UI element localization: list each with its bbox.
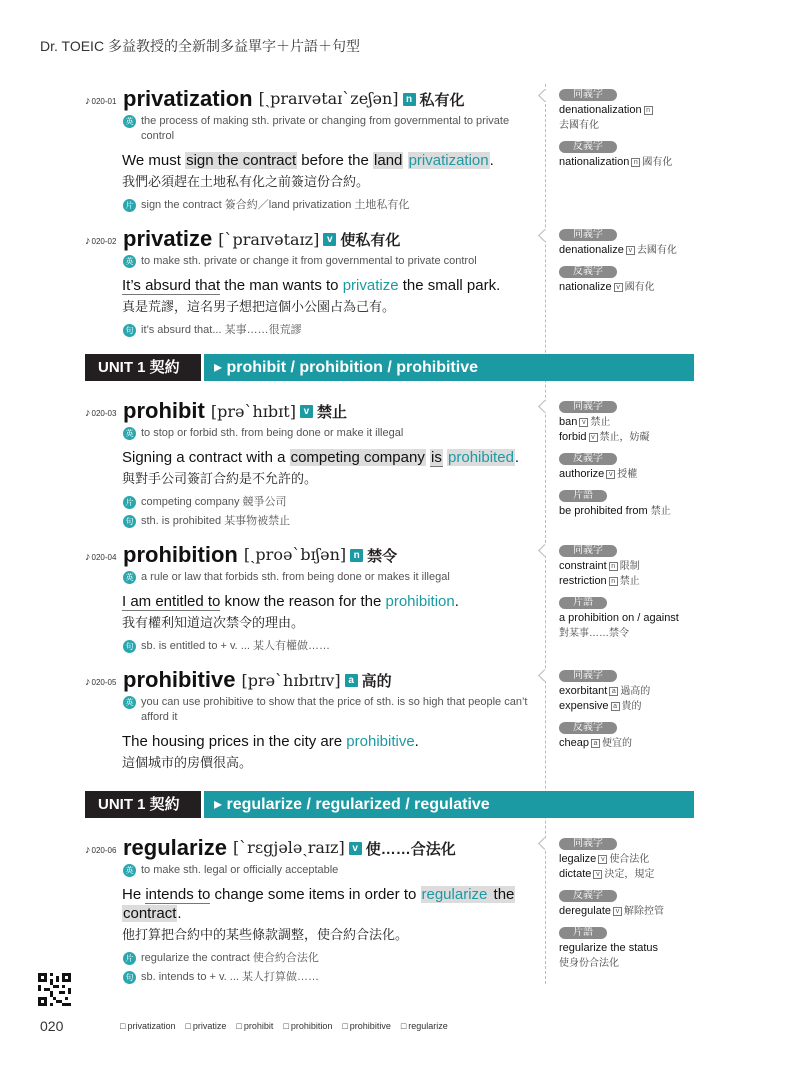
pattern-badge-icon: 句 <box>123 515 136 528</box>
pattern-note: it’s absurd that... 某事……很荒謬 <box>141 324 302 336</box>
sidebar-privatization: 同義字 denationalization n 去國有化 反義字 nationalization n 國有化 <box>559 87 699 170</box>
pronunciation: [ˏproəˋbɪʃən] <box>243 545 347 564</box>
entry-prohibitive <box>85 667 535 771</box>
definition: to make sth. legal or officially acceptable <box>141 864 339 876</box>
headword-translation: 禁止 <box>316 403 347 421</box>
part-of-speech-badge: a <box>345 674 358 687</box>
sidebar-prohibition: 同義字 constraint n 限制 restriction n 禁止 片語 a prohibition on / against 對某事……禁令 <box>559 543 699 641</box>
synonym: dictate v 決定，規定 <box>559 868 655 880</box>
synonym: legalize v 使合法化 <box>559 853 650 865</box>
definition-badge-icon: 英 <box>123 427 136 440</box>
pattern-badge-icon: 句 <box>123 971 136 984</box>
music-note-icon: ♪ <box>85 844 91 856</box>
pronunciation: [ˏpraɪvətaɪˋzeʃən] <box>258 89 399 108</box>
headword-translation: 使私有化 <box>340 231 401 249</box>
entry-regularize <box>85 835 535 985</box>
checklist-item[interactable]: □ prohibition <box>283 1021 332 1031</box>
checklist-item[interactable]: □ prohibitive <box>342 1021 390 1031</box>
part-of-speech-badge: n <box>350 549 363 562</box>
example-sentence: Signing a contract with a competing company is prohibited. <box>122 449 520 466</box>
unit-label: UNIT 1 契約 <box>85 791 201 818</box>
synonym: denationalize v 去國有化 <box>559 244 677 256</box>
synonym: expensive a 貴的 <box>559 700 642 712</box>
audio-track[interactable]: ♪020-05 <box>85 676 117 688</box>
headword: privatization <box>123 86 253 111</box>
audio-track[interactable]: ♪020-03 <box>85 407 117 419</box>
related-phrase: a prohibition on / against <box>559 612 679 624</box>
entry-privatization <box>85 86 535 213</box>
headword: privatize <box>123 226 213 251</box>
pronunciation: [ˋrɛgjələˏraɪz] <box>232 838 345 857</box>
pattern-note: sb. intends to + v. ... 某人打算做…… <box>141 971 319 983</box>
example-sentence: It’s absurd that the man wants to privatize the small park. <box>122 277 501 294</box>
example-translation: 我們必須趕在土地私有化之前簽這份合約。 <box>122 174 370 189</box>
sidebar-regularize: 同義字 legalize v 使合法化 dictate v 決定，規定 反義字 deregulate v 解除控管 片語 regularize the status 使身份合法化 <box>559 836 699 971</box>
definition: a rule or law that forbids sth. from being done or makes it illegal <box>141 571 450 583</box>
audio-track[interactable]: ♪020-04 <box>85 551 117 563</box>
headword: prohibitive <box>123 667 236 692</box>
unit-bar <box>85 354 694 381</box>
page-number: 020 <box>40 1018 64 1034</box>
sidebar-pointer-icon <box>538 837 551 850</box>
definition-badge-icon: 英 <box>123 696 136 709</box>
example-sentence: I am entitled to know the reason for the prohibition. <box>122 593 459 610</box>
example-sentence: The housing prices in the city are prohibitive. <box>122 733 419 750</box>
pattern-badge-icon: 句 <box>123 640 136 653</box>
antonym: deregulate v 解除控管 <box>559 905 664 917</box>
headword: regularize <box>123 835 227 860</box>
definition: to stop or forbid sth. from being done or make it illegal <box>141 427 404 439</box>
related-phrase: regularize the status <box>559 942 659 954</box>
audio-track[interactable]: ♪020-01 <box>85 95 117 107</box>
unit-label: UNIT 1 契約 <box>85 354 201 381</box>
audio-track[interactable]: ♪020-06 <box>85 844 117 856</box>
example-translation: 真是荒謬，這名男子想把這個小公園占為己有。 <box>122 299 396 314</box>
checklist-item[interactable]: □ privatization <box>120 1021 175 1031</box>
synonym: denationalization n <box>559 103 699 118</box>
music-note-icon: ♪ <box>85 407 91 419</box>
headword-translation: 使……合法化 <box>365 840 456 858</box>
qr-code-icon[interactable] <box>38 973 71 1006</box>
antonym: nationalization n 國有化 <box>559 156 673 168</box>
entry-prohibition <box>85 542 535 654</box>
checklist-item[interactable]: □ prohibit <box>236 1021 273 1031</box>
example-translation: 與對手公司簽訂合約是不允許的。 <box>122 471 318 486</box>
example-translation: 我有權利知道這次禁令的理由。 <box>122 615 305 630</box>
antonym: authorize v 授權 <box>559 468 638 480</box>
definition: to make sth. private or change it from governmental to private control <box>141 255 477 267</box>
checklist-item[interactable]: □ privatize <box>185 1021 226 1031</box>
antonym: nationalize v 國有化 <box>559 281 655 293</box>
definition: the process of making sth. private or changing from governmental to private control <box>141 115 510 142</box>
definition-badge-icon: 英 <box>123 115 136 128</box>
example-sentence: We must sign the contract before the land privatization. <box>122 152 494 169</box>
pattern-note: sth. is prohibited 某事物被禁止 <box>141 515 291 527</box>
part-of-speech-badge: v <box>323 233 336 246</box>
unit-bar <box>85 791 694 818</box>
pattern-note: sb. is entitled to + v. ... 某人有權做…… <box>141 640 330 652</box>
music-note-icon: ♪ <box>85 235 91 247</box>
unit-topic: ▸ regularize / regularized / regulative <box>204 791 694 818</box>
sidebar-pointer-icon <box>538 544 551 557</box>
example-sentence: He intends to change some items in order to regularize the contract. <box>122 886 515 922</box>
headword-translation: 高的 <box>361 672 392 690</box>
phrase-badge-icon: 片 <box>123 952 136 965</box>
part-of-speech-badge: v <box>300 405 313 418</box>
pronunciation: [ˋpraɪvətaɪz] <box>218 229 320 249</box>
phrase-note: regularize the contract 使合約合法化 <box>141 952 319 964</box>
pronunciation: [prəˋhɪbɪtɪv] <box>241 670 341 690</box>
headword: prohibit <box>123 398 205 423</box>
definition-badge-icon: 英 <box>123 255 136 268</box>
music-note-icon: ♪ <box>85 551 91 563</box>
definition: you can use prohibitive to show that the price of sth. is so high that people can’t afford it <box>141 696 528 723</box>
sidebar-pointer-icon <box>538 400 551 413</box>
definition-badge-icon: 英 <box>123 864 136 877</box>
sidebar-privatize: 同義字 denationalize v 去國有化 反義字 nationalize v 國有化 <box>559 227 699 295</box>
book-title: Dr. TOEIC 多益教授的全新制多益單字＋片語＋句型 <box>40 38 360 54</box>
entry-prohibit <box>85 398 535 529</box>
pattern-badge-icon: 句 <box>123 324 136 337</box>
phrase-badge-icon: 片 <box>123 496 136 509</box>
checklist-item[interactable]: □ regularize <box>401 1021 448 1031</box>
headword-translation: 禁令 <box>367 547 398 565</box>
word-checklist <box>120 1021 448 1031</box>
synonym: ban v 禁止 <box>559 416 611 428</box>
example-translation: 他打算把合約中的某些條款調整，使合約合法化。 <box>122 927 409 942</box>
headword: prohibition <box>123 542 238 567</box>
headword-translation: 私有化 <box>419 91 465 109</box>
phrase-note: sign the contract 簽合約／land privatization 土地私有化 <box>141 199 410 211</box>
definition-badge-icon: 英 <box>123 571 136 584</box>
entry-privatize <box>85 226 535 338</box>
sidebar-pointer-icon <box>538 229 551 242</box>
audio-track[interactable]: ♪020-02 <box>85 235 117 247</box>
synonym: exorbitant a 過高的 <box>559 685 651 697</box>
pronunciation: [prəˋhɪbɪt] <box>210 401 296 421</box>
phrase-badge-icon: 片 <box>123 199 136 212</box>
phrase-note: competing company 競爭公司 <box>141 496 287 508</box>
antonym: cheap a 便宜的 <box>559 737 632 749</box>
unit-topic: ▸ prohibit / prohibition / prohibitive <box>204 354 694 381</box>
part-of-speech-badge: v <box>349 842 362 855</box>
sidebar-pointer-icon <box>538 669 551 682</box>
sidebar-prohibit: 同義字 ban v 禁止 forbid v 禁止，妨礙 反義字 authorize v 授權 片語 be prohibited from 禁止 <box>559 399 699 519</box>
sidebar-pointer-icon <box>538 89 551 102</box>
part-of-speech-badge: n <box>403 93 416 106</box>
music-note-icon: ♪ <box>85 95 91 107</box>
synonym: restriction n 禁止 <box>559 575 640 587</box>
example-translation: 這個城市的房價很高。 <box>122 755 253 770</box>
music-note-icon: ♪ <box>85 676 91 688</box>
synonym: forbid v 禁止，妨礙 <box>559 431 650 443</box>
sidebar-prohibitive: 同義字 exorbitant a 過高的 expensive a 貴的 反義字 cheap a 便宜的 <box>559 668 699 751</box>
synonym: constraint n 限制 <box>559 560 640 572</box>
related-phrase: be prohibited from 禁止 <box>559 505 671 517</box>
